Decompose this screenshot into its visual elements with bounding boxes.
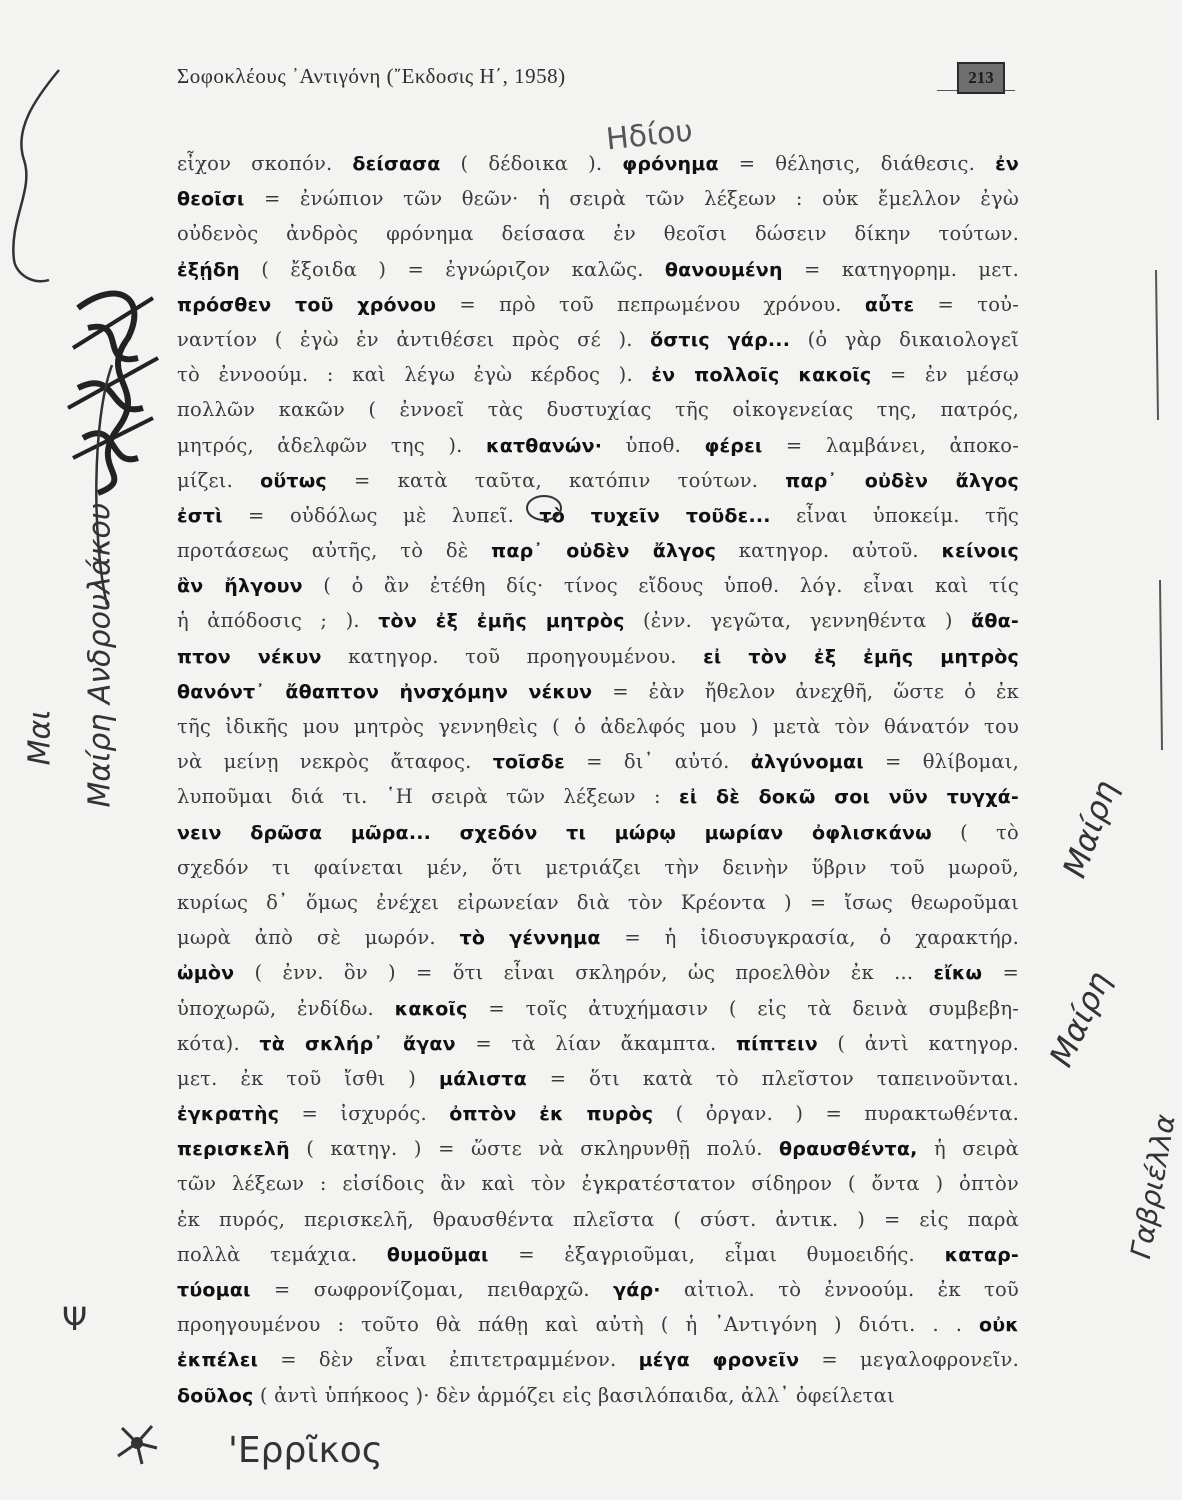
- lemma-bold: τὸ τυχεῖν τοῦδε...: [539, 504, 771, 527]
- text-line: [177, 639, 1019, 674]
- lemma-bold: θραυσθέντα,: [779, 1138, 918, 1161]
- gloss-text: = ἡ ἰδιοσυγκρασία, ὁ χαρακτήρ.: [600, 926, 1019, 950]
- gloss-text: =: [982, 961, 1019, 985]
- text-line: [177, 1131, 1019, 1166]
- lemma-bold: τύομαι: [177, 1279, 251, 1301]
- gloss-text: = ὅτι κατὰ τὸ πλεῖστον ταπεινοῦνται.: [526, 1066, 1019, 1090]
- gloss-text: = δὲν εἶναι ἐπιτετραμμένον.: [258, 1348, 639, 1372]
- handwritten-name-bottom: 'Ερρῖκος: [228, 1430, 383, 1471]
- gloss-text: οὐδενὸς ἀνδρὸς φρόνημα δείσασα ἐν θεοῖσι δώσειν δίκην τούτων.: [177, 222, 1019, 246]
- lemma-bold: παρ᾿ οὐδὲν ἄλγος: [785, 469, 1019, 492]
- lemma-bold: οὐκ: [979, 1314, 1019, 1337]
- circle-mark-icon: [524, 493, 564, 523]
- gloss-text: = λαμβάνει, ἀποκο-: [762, 433, 1020, 457]
- lemma-bold: τὰ σκλήρ᾿ ἄγαν: [259, 1032, 456, 1055]
- lemma-bold: ἀλγύνομαι: [750, 751, 864, 774]
- gloss-text: κυρίως δ᾿ ὅμως ἐνέχει εἰρωνείαν διὰ τὸν Κρέοντα ) = ἴσως θεωροῦμαι: [177, 890, 1019, 914]
- gloss-text: ( ἀντὶ κατηγορ.: [817, 1031, 1019, 1055]
- gloss-text: προτάσεως αὐτῆς, τὸ δὲ: [177, 539, 492, 563]
- lemma-bold: νειν δρῶσα μῶρα... σχεδόν τι μώρῳ μωρίαν ὀφλισκάνω: [177, 821, 932, 844]
- text-line: [177, 1237, 1019, 1272]
- gloss-text: ὑποθ.: [602, 433, 705, 457]
- gloss-text: τῆς ἰδικῆς μου μητρὸς γεννηθεὶς ( ὁ ἀδελφός μου ) μετὰ τὸν θάνατόν του: [177, 715, 1019, 738]
- margin-stroke-icon: [1150, 260, 1170, 760]
- handwritten-note-top: Ηδίου: [604, 113, 695, 158]
- lemma-bold: πτον νέκυν: [177, 645, 322, 668]
- text-line: [177, 1096, 1019, 1131]
- gloss-text: κατηγορ. τοῦ προηγουμένου.: [321, 644, 704, 668]
- lemma-bold: μάλιστα: [439, 1067, 527, 1090]
- gloss-text: = τοὐ-: [914, 292, 1019, 316]
- gloss-text: σχεδόν τι φαίνεται μέν, ὅτι μετριάζει τὴν δεινὴν ὕβριν τοῦ μωροῦ,: [177, 855, 1019, 879]
- text-line: [177, 850, 1019, 885]
- lemma-bold: ἐξῄδη: [177, 258, 240, 281]
- gloss-text: = θλίβομαι,: [863, 750, 1019, 774]
- lemma-bold: πρόσθεν τοῦ χρόνου: [177, 293, 437, 316]
- lemma-bold: οὕτως: [260, 469, 327, 492]
- lemma-bold: ἂν ἤλγουν: [177, 575, 303, 598]
- lemma-bold: ἄθα-: [971, 610, 1020, 633]
- gloss-text: τὸ ἐννοούμ. : καὶ λέγω ἐγὼ κέρδος ).: [177, 363, 652, 387]
- gloss-text: μητρός, ἀδελφῶν της ).: [177, 433, 486, 457]
- gloss-text: = ἐνώπιον τῶν θεῶν· ἡ σειρὰ τῶν λέξεων : οὐκ ἔμελλον ἐγὼ: [244, 187, 1019, 211]
- handwritten-name-right-2: Μαίρη: [1041, 965, 1119, 1073]
- gloss-text: = ἰσχυρός.: [279, 1102, 450, 1126]
- commentary-text: [177, 146, 1019, 1413]
- lemma-bold: φέρει: [704, 434, 763, 457]
- lemma-bold: θυμοῦμαι: [386, 1243, 489, 1266]
- gloss-text: = πρὸ τοῦ πεπρωμένου χρόνου.: [436, 292, 865, 316]
- lemma-bold: περισκελῆ: [177, 1138, 290, 1161]
- text-line: [177, 533, 1019, 568]
- gloss-text: προηγουμένου : τοῦτο θὰ πάθῃ καὶ αὐτὴ ( ἡ ᾿Αντιγόνη ) διότι. . .: [177, 1313, 980, 1337]
- handwritten-name-vertical-short: Μαι: [22, 709, 58, 766]
- handwritten-mark-left: Ψ: [62, 1300, 88, 1338]
- gloss-text: = τὰ λίαν ἄκαμπτα.: [455, 1031, 736, 1055]
- text-line: [177, 357, 1019, 392]
- gloss-text: ( ὁ ἂν ἐτέθη δίς· τίνος εἴδους ὑποθ. λόγ. εἶναι καὶ τίς: [302, 574, 1019, 598]
- text-line: [177, 463, 1019, 498]
- lemma-bold: φρόνημα: [622, 153, 719, 175]
- gloss-text: ( κατηγ. ) = ὥστε νὰ σκληρυνθῇ πολύ.: [289, 1137, 780, 1161]
- lemma-bold: παρ᾿ οὐδὲν ἄλγος: [491, 540, 717, 563]
- text-line: [177, 991, 1019, 1026]
- text-line: [177, 1166, 1019, 1201]
- gloss-text: = τοῖς ἀτυχήμασιν ( εἰς τὰ δεινὰ συμβεβη-: [467, 996, 1020, 1020]
- text-line: [177, 252, 1019, 287]
- gloss-text: = δι᾿ αὐτό.: [564, 750, 751, 774]
- text-line: [177, 674, 1019, 709]
- text-line: [177, 1061, 1019, 1096]
- gloss-text: (ὁ γὰρ δικαιολογεῖ: [790, 327, 1019, 351]
- gloss-text: μωρὰ ἀπὸ σὲ μωρόν.: [177, 926, 460, 950]
- lemma-bold: ἐκπέλει: [177, 1349, 259, 1372]
- text-line: [177, 744, 1019, 779]
- gloss-text: = σωφρονίζομαι, πειθαρχῶ.: [250, 1278, 614, 1301]
- gloss-text: ὑποχωρῶ, ἐνδίδω.: [177, 996, 395, 1020]
- lemma-bold: πίπτειν: [735, 1032, 818, 1055]
- gloss-text: μίζει.: [177, 468, 261, 492]
- gloss-text: ἡ σειρὰ: [917, 1137, 1019, 1161]
- bracket-mark-icon: [82, 360, 122, 610]
- text-line: [177, 815, 1019, 850]
- text-line: [177, 920, 1019, 955]
- lemma-bold: ἐν πολλοῖς κακοῖς: [651, 364, 872, 387]
- gloss-text: ( δέδοικα ).: [440, 152, 623, 175]
- gloss-text: = ἐὰν ἤθελον ἀνεχθῆ, ὥστε ὁ ἐκ: [592, 679, 1019, 703]
- gloss-text: = οὐδόλως μὲ λυπεῖ.: [222, 503, 540, 527]
- gloss-text: ( ἔξοιδα ) = ἐγνώριζον καλῶς.: [239, 257, 665, 281]
- flower-doodle-icon: [112, 1418, 162, 1468]
- gloss-text: πολλὰ τεμάχια.: [177, 1242, 387, 1266]
- gloss-text: ( ἐνν. ὂν ) = ὅτι εἶναι σκληρόν, ὡς προελθὸν ἐκ ...: [234, 961, 934, 985]
- gloss-text: ἡ ἀπόδοσις ; ).: [177, 609, 379, 633]
- lemma-bold: δείσασα: [352, 153, 441, 175]
- lemma-bold: εἰ δὲ δοκῶ σοι νῦν τυγχά-: [678, 786, 1019, 809]
- lemma-bold: ἐν: [995, 153, 1019, 175]
- text-line: [177, 1307, 1019, 1342]
- gloss-text: ( ὀργαν. ) = πυρακτωθέντα.: [653, 1102, 1019, 1126]
- gloss-text: εἶχον σκοπόν.: [177, 152, 353, 175]
- lemma-bold: θανόντ᾿ ἄθαπτον ἠνσχόμην νέκυν: [177, 680, 593, 703]
- lemma-bold: εἴκω: [933, 962, 983, 985]
- lemma-bold: ἐγκρατὴς: [177, 1103, 280, 1126]
- page-header: [177, 62, 1017, 98]
- lemma-bold: κείνοις: [941, 540, 1020, 563]
- text-line: [177, 1026, 1019, 1061]
- gloss-text: αἰτιολ. τὸ ἐννοούμ. ἐκ τοῦ: [660, 1278, 1019, 1301]
- text-line: [177, 498, 1019, 533]
- gloss-text: = ἐν μέσῳ: [871, 363, 1019, 387]
- text-line: [177, 1378, 1019, 1413]
- page-number: 213: [957, 62, 1005, 94]
- gloss-text: μετ. ἐκ τοῦ ἴσθι ): [177, 1066, 440, 1090]
- lemma-bold: ὠμὸν: [177, 962, 235, 985]
- lemma-bold: ὅστις γάρ...: [650, 328, 791, 351]
- text-line: [177, 287, 1019, 322]
- gloss-text: = μεγαλοφρονεῖν.: [799, 1348, 1019, 1372]
- margin-sketch-icon: [4, 60, 64, 290]
- text-line: [177, 709, 1019, 744]
- gloss-text: = θέλησις, διάθεσις.: [718, 152, 996, 175]
- gloss-text: λυποῦμαι διά τι. ῾Η σειρὰ τῶν λέξεων :: [177, 785, 679, 809]
- lemma-bold: ἐστὶ: [177, 504, 223, 527]
- text-line: [177, 322, 1019, 357]
- lemma-bold: μέγα φρονεῖν: [638, 1349, 800, 1372]
- lemma-bold: τοῖσδε: [492, 751, 565, 774]
- handwritten-name-right-3: Γαβριέλλα: [1124, 1111, 1182, 1262]
- running-head: Σοφοκλέους ᾿Αντιγόνη (῎Εκδοσις Η΄, 1958): [177, 64, 566, 88]
- lemma-bold: κακοῖς: [394, 997, 468, 1020]
- lemma-bold: εἰ τὸν ἐξ ἐμῆς μητρὸς: [703, 645, 1019, 668]
- gloss-text: = ἐξαγριοῦμαι, εἶμαι θυμοειδής.: [488, 1242, 945, 1266]
- text-line: [177, 568, 1019, 603]
- gloss-text: (ἐνν. γεγῶτα, γεννηθέντα ): [624, 609, 972, 633]
- gloss-text: = κατηγορημ. μετ.: [782, 257, 1019, 281]
- text-line: [177, 181, 1019, 216]
- text-line: [177, 1342, 1019, 1377]
- gloss-text: νὰ μείνῃ νεκρὸς ἄταφος.: [177, 750, 493, 774]
- gloss-text: πολλῶν κακῶν ( ἐννοεῖ τὰς δυστυχίας τῆς οἰκογενείας της, πατρός,: [177, 398, 1019, 422]
- lemma-bold: αὖτε: [864, 293, 915, 316]
- text-line: [177, 392, 1019, 427]
- handwritten-name-vertical: Μαίρη Ανδρουλάκου: [82, 502, 118, 808]
- gloss-text: ναντίον ( ἐγὼ ἐν ἀντιθέσει πρὸς σέ ).: [177, 327, 651, 351]
- gloss-text: κατηγορ. αὐτοῦ.: [716, 539, 942, 563]
- gloss-text: ( τὸ: [931, 820, 1019, 844]
- gloss-text: κότα).: [177, 1031, 260, 1055]
- text-line: [177, 428, 1019, 463]
- gloss-text: = κατὰ ταῦτα, κατόπιν τούτων.: [326, 468, 786, 492]
- text-line: [177, 779, 1019, 814]
- lemma-bold: θανουμένη: [664, 258, 783, 281]
- lemma-bold: ὀπτὸν ἐκ πυρὸς: [449, 1103, 654, 1126]
- handwritten-name-right-1: Μαίρη: [1055, 775, 1126, 883]
- text-line: [177, 1202, 1019, 1237]
- lemma-bold: τὸ γέννημα: [459, 927, 601, 950]
- lemma-bold: καταρ-: [944, 1243, 1019, 1266]
- text-line: [177, 603, 1019, 638]
- text-line: [177, 1272, 1019, 1307]
- text-line: [177, 146, 1019, 181]
- lemma-bold: κατθανών·: [486, 434, 603, 457]
- gloss-text: εἶναι ὑποκείμ. τῆς: [770, 503, 1019, 527]
- text-line: [177, 216, 1019, 251]
- text-line: [177, 955, 1019, 990]
- gloss-text: ἐκ πυρός, περισκελῆ, θραυσθέντα πλεῖστα ( σύστ. ἀντικ. ) = εἰς παρὰ: [177, 1207, 1019, 1231]
- lemma-bold: θεοῖσι: [177, 188, 245, 211]
- lemma-bold: δοῦλος: [177, 1384, 254, 1407]
- lemma-bold: τὸν ἐξ ἐμῆς μητρὸς: [378, 610, 625, 633]
- lemma-bold: γάρ·: [613, 1279, 661, 1301]
- gloss-text: ( ἀντὶ ὑπήκοος )· δὲν ἁρμόζει εἰς βασιλόπαιδα, ἀλλ᾿ ὀφείλεται: [253, 1383, 895, 1407]
- text-line: [177, 885, 1019, 920]
- gloss-text: τῶν λέξεων : εἰσίδοις ἂν καὶ τὸν ἐγκρατέστατον σίδηρον ( ὄντα ) ὀπτὸν: [177, 1172, 1019, 1196]
